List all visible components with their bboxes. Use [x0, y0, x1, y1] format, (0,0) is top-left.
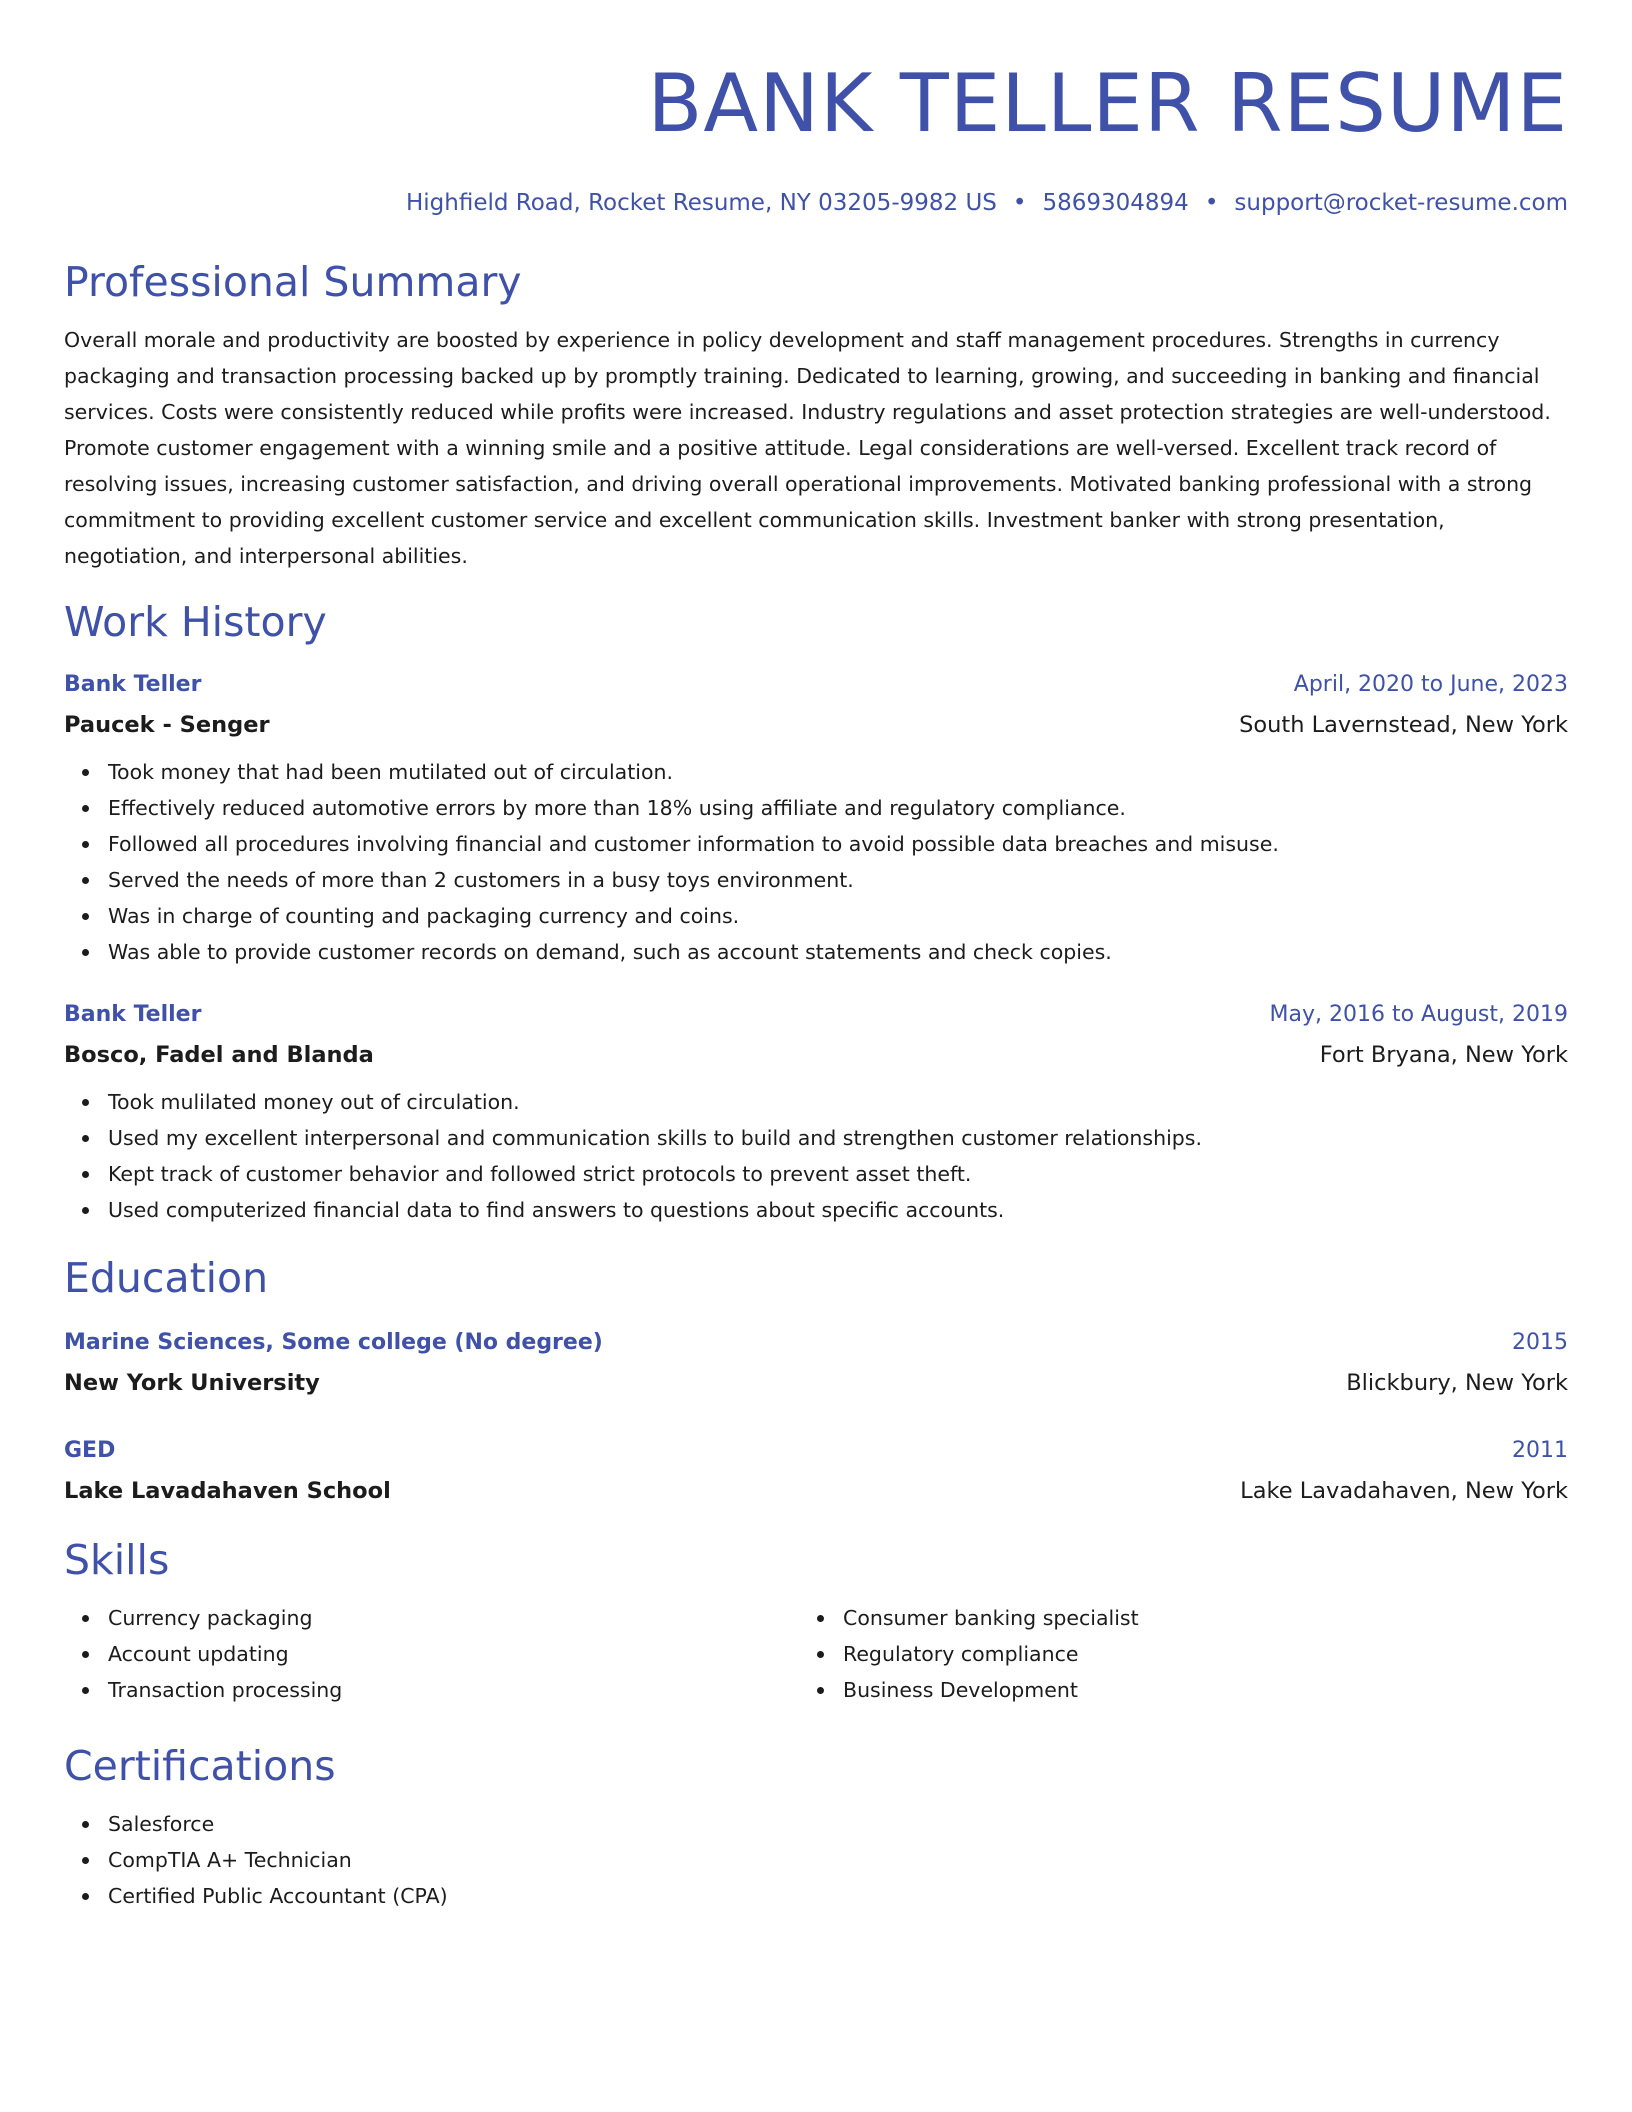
- list-item: Was able to provide customer records on demand, such as account statements and check copies.: [108, 934, 1568, 970]
- job-bullets: [64, 754, 1568, 970]
- education-year: 2011: [1512, 1438, 1568, 1463]
- summary-text: Overall morale and productivity are boosted by experience in policy development and staff management procedures. Strengths in currency packaging and transaction processing backed up by promptly training. Dedicated to learning, growing, and succeeding in banking and financial services. Costs were consistently reduced while profits were increased. Industry regulations and asset protection strategies are well-understood. Promote customer engagement with a winning smile and a positive attitude. Legal considerations are well-versed. Excellent track record of resolving issues, increasing customer satisfaction, and driving overall operational improvements. Motivated banking professional with a strong commitment to providing excellent customer service and excellent communication skills. Investment banker with strong presentation, negotiation, and interpersonal abilities.: [64, 328, 1551, 568]
- skills-list: [64, 1600, 799, 1708]
- work-entry-header: [64, 670, 1568, 700]
- education-degree: GED: [64, 1438, 116, 1463]
- list-item: Account updating: [108, 1636, 799, 1672]
- work-entry-subheader: [64, 1040, 1568, 1070]
- list-item: Used computerized financial data to find answers to questions about specific accounts.: [108, 1192, 1568, 1228]
- list-item: Transaction processing: [108, 1672, 799, 1708]
- section-title-work-history: Work History: [64, 598, 327, 646]
- job-dates: May, 2016 to August, 2019: [1269, 1002, 1568, 1027]
- work-entry-subheader: [64, 710, 1568, 740]
- list-item: Effectively reduced automotive errors by more than 18% using affiliate and regulatory compliance.: [108, 790, 1568, 826]
- education-entry: [64, 1436, 1568, 1506]
- list-item: Currency packaging: [108, 1600, 799, 1636]
- list-item: Used my excellent interpersonal and communication skills to build and strengthen customer relationships.: [108, 1120, 1568, 1156]
- job-company: Bosco, Fadel and Blanda: [64, 1042, 374, 1068]
- education-entry-subheader: [64, 1368, 1568, 1398]
- education-school: Lake Lavadahaven School: [64, 1478, 391, 1504]
- certifications-list: [64, 1806, 1568, 1914]
- list-item: CompTIA A+ Technician: [108, 1842, 1568, 1878]
- contact-email[interactable]: support@rocket-resume.com: [1234, 190, 1568, 216]
- section-title-certifications: Certifications: [64, 1742, 336, 1790]
- section-title-skills: Skills: [64, 1536, 170, 1584]
- section-title-education: Education: [64, 1254, 269, 1302]
- list-item: Was in charge of counting and packaging currency and coins.: [108, 898, 1568, 934]
- skills-column-right: [799, 1600, 1568, 1708]
- skills-list: [799, 1600, 1568, 1708]
- list-item: Kept track of customer behavior and followed strict protocols to prevent asset theft.: [108, 1156, 1568, 1192]
- education-entry-header: [64, 1436, 1568, 1466]
- education-entry-subheader: [64, 1476, 1568, 1506]
- education-entry: [64, 1328, 1568, 1398]
- skills-column-left: [64, 1600, 799, 1708]
- list-item: Served the needs of more than 2 customers in a busy toys environment.: [108, 862, 1568, 898]
- skills-columns: [64, 1600, 1568, 1708]
- contact-phone: 5869304894: [1042, 190, 1189, 216]
- work-entry: [64, 670, 1568, 970]
- education-entry-header: [64, 1328, 1568, 1358]
- work-entry-header: [64, 1000, 1568, 1030]
- list-item: Followed all procedures involving financial and customer information to avoid possible data breaches and misuse.: [108, 826, 1568, 862]
- section-title-summary: Professional Summary: [64, 258, 522, 306]
- contact-separator: •: [1204, 190, 1219, 216]
- contact-address: Highfield Road, Rocket Resume, NY 03205-9982 US: [405, 190, 997, 216]
- job-location: South Lavernstead, New York: [1239, 712, 1568, 738]
- job-role: Bank Teller: [64, 672, 202, 697]
- list-item: Certified Public Accountant (CPA): [108, 1878, 1568, 1914]
- job-dates: April, 2020 to June, 2023: [1293, 672, 1568, 697]
- resume-header: [64, 56, 1568, 218]
- job-company: Paucek - Senger: [64, 712, 270, 738]
- resume-title: BANK TELLER RESUME: [647, 57, 1568, 150]
- list-item: Business Development: [843, 1672, 1568, 1708]
- list-item: Took money that had been mutilated out of circulation.: [108, 754, 1568, 790]
- list-item: Regulatory compliance: [843, 1636, 1568, 1672]
- contact-separator: •: [1012, 190, 1027, 216]
- education-school: New York University: [64, 1370, 320, 1396]
- job-role: Bank Teller: [64, 1002, 202, 1027]
- education-year: 2015: [1512, 1330, 1568, 1355]
- list-item: Took mulilated money out of circulation.: [108, 1084, 1568, 1120]
- job-bullets: [64, 1084, 1568, 1228]
- work-entry: [64, 1000, 1568, 1228]
- list-item: Consumer banking specialist: [843, 1600, 1568, 1636]
- education-degree: Marine Sciences, Some college (No degree): [64, 1330, 603, 1355]
- job-location: Fort Bryana, New York: [1319, 1042, 1568, 1068]
- contact-line: [64, 188, 1568, 218]
- education-location: Blickbury, New York: [1346, 1370, 1568, 1396]
- list-item: Salesforce: [108, 1806, 1568, 1842]
- education-location: Lake Lavadahaven, New York: [1240, 1478, 1568, 1504]
